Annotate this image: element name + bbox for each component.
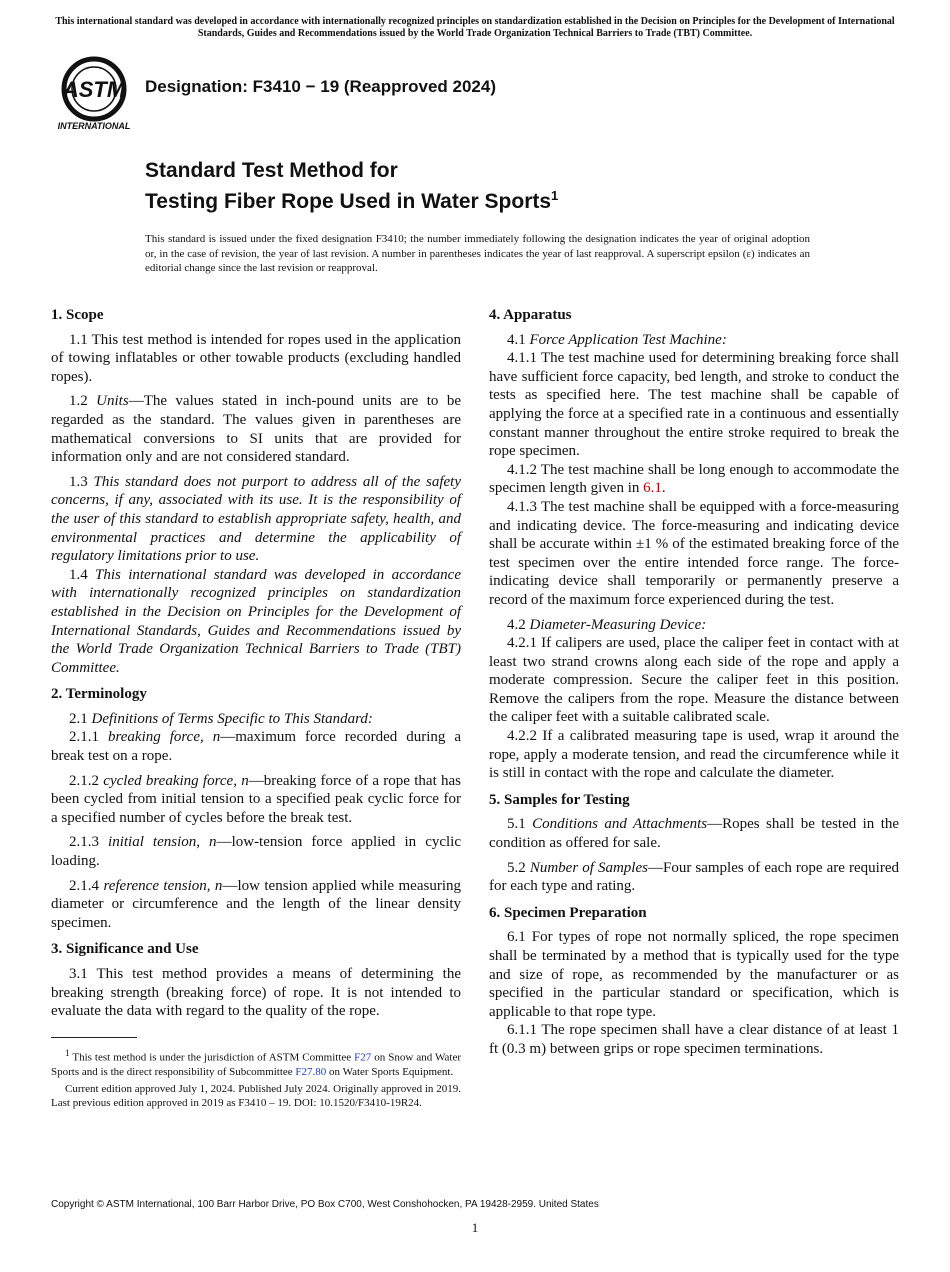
logo-wordmark: ASTM xyxy=(62,77,126,102)
footnote xyxy=(51,1046,461,1113)
para-2-1-1: 2.1.1 breaking force, n—maximum force recorded during a break test on a rope. xyxy=(51,729,462,765)
header-notice: This international standard was developed in accordance with internationally recognized principles on standardization established in the Decision on Principles for the Development of International Standards, Guides and Recommendations issued by the World Trade Organization Technical Barriers to Trade (TBT) Committee. xyxy=(55,16,895,39)
para-4-1-2: 4.1.2 The test machine shall be long enough to accommodate the specimen length given in 6.1. xyxy=(489,461,899,497)
para-3-1: 3.1 This test method provides a means of determining the breaking strength (breaking force) of rope. It is not intended to evaluate the data with regard to the quality of the rope. xyxy=(51,966,461,1020)
link-section-6-1[interactable]: 6.1 xyxy=(643,480,662,497)
para-5-2: 5.2 Number of Samples—Four samples of each rope are required for each type and rating. xyxy=(489,859,899,895)
footnote-divider xyxy=(51,1037,137,1038)
astm-logo xyxy=(52,55,136,133)
para-2-1-4: 2.1.4 reference tension, n—low tension applied while measuring diameter or circumference and the length of the linear density specimen. xyxy=(51,877,461,931)
para-2-1-2: 2.1.2 cycled breaking force, n—breaking force of a rope that has been cycled from initial tension to a specified peak cyclic force for a specified number of cycles before the break test. xyxy=(51,772,462,826)
para-4-1-1: 4.1.1 The test machine used for determining breaking force shall have sufficient force capacity, bed length, and stroke to conduct the tests as specified here. The test machine shall be capable of applying the force at a specified rate in a continuous and essentially constant manner throughout the entire stroke required to break the rope specimen. xyxy=(489,350,899,460)
para-2-1: 2.1 Definitions of Terms Specific to This Standard: xyxy=(69,710,373,727)
para-1-2: 1.2 Units—The values stated in inch-pound units are to be regarded as the standard. The values given in parentheses are mathematical conversions to SI units that are provided for information only and are not considered standard. xyxy=(51,393,461,466)
para-1-1: 1.1 This test method is intended for ropes used in the application of towing inflatables or other towable products (excluding handled ropes). xyxy=(51,331,461,385)
para-4-2-2: 4.2.2 If a calibrated measuring tape is used, wrap it around the rope, apply a moderate tension, and read the circumference while it is still in contact with the rope and calculate the diameter. xyxy=(489,728,899,782)
section-heading-specimen-preparation: 6. Specimen Preparation xyxy=(489,904,647,921)
link-f27[interactable]: F27 xyxy=(354,1051,372,1064)
para-2-1-3: 2.1.3 initial tension, n—low-tension force applied in cyclic loading. xyxy=(51,834,461,870)
copyright: Copyright © ASTM International, 100 Barr Harbor Drive, PO Box C700, West Conshohocken, PA 19428-2959. United States xyxy=(51,1199,599,1210)
section-heading-scope: 1. Scope xyxy=(51,307,104,323)
section-heading-samples: 5. Samples for Testing xyxy=(489,791,630,808)
para-1-4: 1.4 This international standard was developed in accordance with internationally recognized principles on standardization established in the Decision on Principles for the Development of International Standards, Guides and Recommendations issued by the World Trade Organization Technical Barriers to Trade (TBT) Committee. xyxy=(51,566,461,676)
footnote-edition: Current edition approved July 1, 2024. Published July 2024. Originally approved in 2019. Last previous edition approved in 2019 as F3410 – 19. DOI: 10.1520/F3410-19R24. xyxy=(51,1082,461,1110)
page-number: 1 xyxy=(471,1220,479,1235)
para-4-2-1: 4.2.1 If calipers are used, place the caliper feet in contact with at least two strand crowns along each side of the rope and apply a moderate compression. Secure the caliper feet in this position. Remove the calipers from the rope. Measure the distance between the caliper feet with a suitable calibrated scale. xyxy=(489,635,899,726)
section-heading-significance: 3. Significance and Use xyxy=(51,941,199,958)
link-f27-80[interactable]: F27.80 xyxy=(295,1066,327,1079)
para-6-1-1: 6.1.1 The rope specimen shall have a clear distance of at least 1 ft (0.3 m) between grips or rope specimen terminations. xyxy=(489,1022,899,1057)
footnote-1: $^1$ This test method is under the jurisdiction of ASTM Committee F27 on Snow and Water Sports and is the direct responsibility of Subcommittee F27.80 on Water Sports Equipment. xyxy=(51,1048,461,1079)
document-title xyxy=(145,158,558,214)
right-column xyxy=(489,306,899,1059)
section-heading-terminology: 2. Terminology xyxy=(51,686,147,703)
title-footnote-mark: 1 xyxy=(551,188,559,203)
para-4-1: 4.1 Force Application Test Machine: xyxy=(507,331,727,348)
title-line-1: Standard Test Method for xyxy=(145,159,398,182)
para-5-1: 5.1 Conditions and Attachments—Ropes shall be tested in the condition as offered for sale. xyxy=(489,816,900,852)
logo-subtext: INTERNATIONAL xyxy=(57,121,131,131)
title-line-2: Testing Fiber Rope Used in Water Sports$^1$ xyxy=(145,188,559,213)
para-4-1-3: 4.1.3 The test machine shall be equipped with a force-measuring and indicating device. The force-measuring and indicating device shall be accurate within ±1 % of the estimated breaking force of the test specimen over the entire intended force range. The force-indicating device shall temporarily or permanently preserve a record of the maximum force experienced during the test. xyxy=(489,498,899,608)
para-6-1: 6.1 For types of rope not normally spliced, the rope specimen shall be terminated by a method that is typically used for the type and size of rope, as recommended by the manufacturer or as specified in the particular standard or specification, which is applicable to that rope type. xyxy=(489,929,899,1020)
issuance-note: This standard is issued under the fixed designation F3410; the number immediately following the designation indicates the year of original adoption or, in the case of revision, the year of last revision. A number in parentheses indicates the year of last reapproval. A superscript epsilon (ε) indicates an editorial change since the last revision or reapproval. xyxy=(145,233,810,274)
designation: Designation: F3410 − 19 (Reapproved 2024) xyxy=(145,77,496,96)
para-1-3: 1.3 This standard does not purport to address all of the safety concerns, if any, associated with its use. It is the responsibility of the user of this standard to establish appropriate safety, health, and environmental practices and determine the applicability of regulatory limitations prior to use. xyxy=(51,473,462,565)
left-column xyxy=(51,306,461,1021)
section-heading-apparatus: 4. Apparatus xyxy=(489,307,572,323)
para-4-2: 4.2 Diameter-Measuring Device: xyxy=(507,616,707,633)
